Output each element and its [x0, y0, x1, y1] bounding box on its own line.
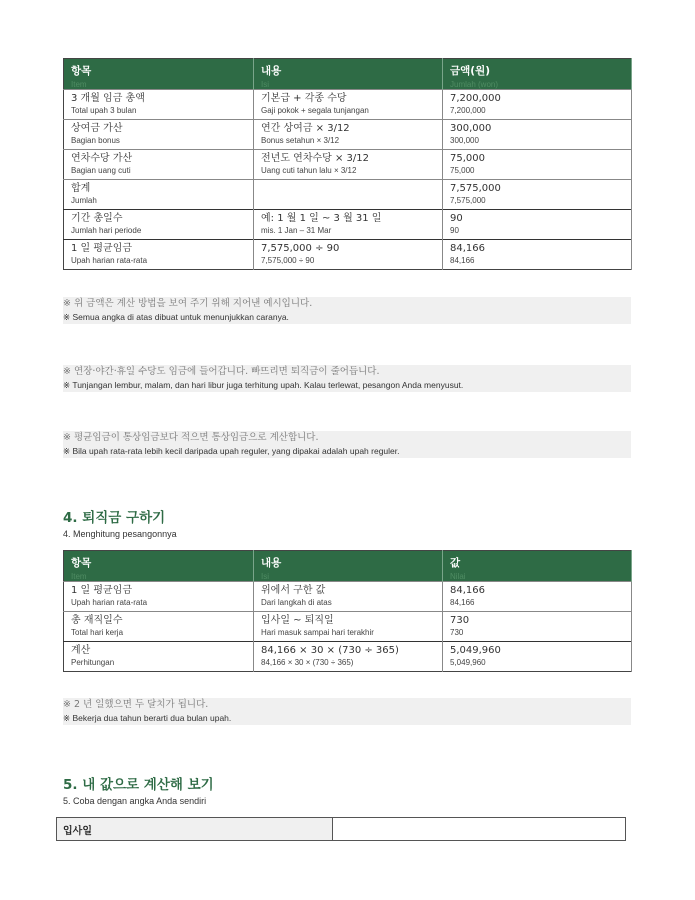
cell-content: 위에서 구한 값 Dari langkah di atas	[254, 582, 443, 612]
cell-item: 1 일 평균임금 Upah harian rata-rata	[64, 240, 254, 270]
start-date-row	[56, 817, 626, 841]
header-item: 항목 Item	[64, 59, 254, 90]
cell-item: 기간 총일수 Jumlah hari periode	[64, 210, 254, 240]
cell-content: 전년도 연차수당 × 3/12 Uang cuti tahun lalu × 3/12	[254, 150, 443, 180]
cell-item: 상여금 가산 Bagian bonus	[64, 120, 254, 150]
cell-content: 예: 1 월 1 일 ~ 3 월 31 일 mis. 1 Jan – 31 Mar	[254, 210, 443, 240]
table-row	[64, 612, 632, 642]
table-row	[64, 120, 632, 150]
start-date-label: 입사일	[57, 818, 333, 840]
severance-calc-table	[63, 550, 632, 672]
document-page	[63, 58, 631, 837]
note-overtime-wages: ※ 연장·야간·휴일 수당도 임금에 들어갑니다. 빠뜨리면 퇴직금이 줄어듭니다. ※ Tunjangan lembur, malam, dan hari libur juga terhitung upah. Kalau terlewat, pesangon Anda menyusut.	[63, 365, 631, 392]
cell-content: 연간 상여금 × 3/12 Bonus setahun × 3/12	[254, 120, 443, 150]
header-content: 내용 Isi	[254, 59, 443, 90]
cell-value: 5,049,960 5,049,960	[443, 642, 632, 672]
cell-item: 합계 Jumlah	[64, 180, 254, 210]
cell-content	[254, 180, 443, 210]
table-row	[64, 90, 632, 120]
cell-content: 입사일 ~ 퇴직일 Hari masuk sampai hari terakhir	[254, 612, 443, 642]
table-row	[64, 642, 632, 672]
cell-amount: 84,166 84,166	[443, 240, 632, 270]
section-4-subtitle: 4. Menghitung pesangonnya	[63, 529, 177, 539]
table-row	[64, 582, 632, 612]
header-content: 내용 Isi	[254, 551, 443, 582]
cell-amount: 75,000 75,000	[443, 150, 632, 180]
table-row	[64, 150, 632, 180]
note-example-figures: ※ 위 금액은 계산 방법을 보여 주기 위해 지어낸 예시입니다. ※ Semua angka di atas dibuat untuk menunjukkan caranya.	[63, 297, 631, 324]
section-5-subtitle: 5. Coba dengan angka Anda sendiri	[63, 796, 207, 806]
cell-item: 1 일 평균임금 Upah harian rata-rata	[64, 582, 254, 612]
table-row	[64, 180, 632, 210]
cell-amount: 7,575,000 7,575,000	[443, 180, 632, 210]
cell-value: 84,166 84,166	[443, 582, 632, 612]
table-header-row	[64, 551, 632, 582]
section-5-title: 5. 내 값으로 계산해 보기	[63, 777, 214, 793]
cell-item: 총 재직일수 Total hari kerja	[64, 612, 254, 642]
header-value: 값 Nilai	[443, 551, 632, 582]
average-wage-table	[63, 58, 632, 270]
table-row	[64, 210, 632, 240]
cell-content: 84,166 × 30 × (730 ÷ 365) 84,166 × 30 × (730 ÷ 365)	[254, 642, 443, 672]
note-regular-wage: ※ 평균임금이 통상임금보다 적으면 통상임금으로 계산합니다. ※ Bila upah rata-rata lebih kecil daripada upah reguler, yang dipakai adalah upah reguler.	[63, 431, 631, 458]
start-date-field[interactable]	[333, 818, 625, 840]
cell-amount: 90 90	[443, 210, 632, 240]
cell-item: 3 개월 임금 총액 Total upah 3 bulan	[64, 90, 254, 120]
cell-item: 계산 Perhitungan	[64, 642, 254, 672]
cell-content: 기본급 + 각종 수당 Gaji pokok + segala tunjangan	[254, 90, 443, 120]
note-two-years: ※ 2 년 일했으면 두 달치가 됩니다. ※ Bekerja dua tahun berarti dua bulan upah.	[63, 698, 631, 725]
table-row	[64, 240, 632, 270]
cell-item: 연차수당 가산 Bagian uang cuti	[64, 150, 254, 180]
cell-amount: 300,000 300,000	[443, 120, 632, 150]
header-amount: 금액(원) Jumlah (won)	[443, 59, 632, 90]
cell-content: 7,575,000 ÷ 90 7,575,000 ÷ 90	[254, 240, 443, 270]
table-header-row	[64, 59, 632, 90]
cell-value: 730 730	[443, 612, 632, 642]
section-4-title: 4. 퇴직금 구하기	[63, 510, 166, 526]
cell-amount: 7,200,000 7,200,000	[443, 90, 632, 120]
header-item: 항목 Item	[64, 551, 254, 582]
